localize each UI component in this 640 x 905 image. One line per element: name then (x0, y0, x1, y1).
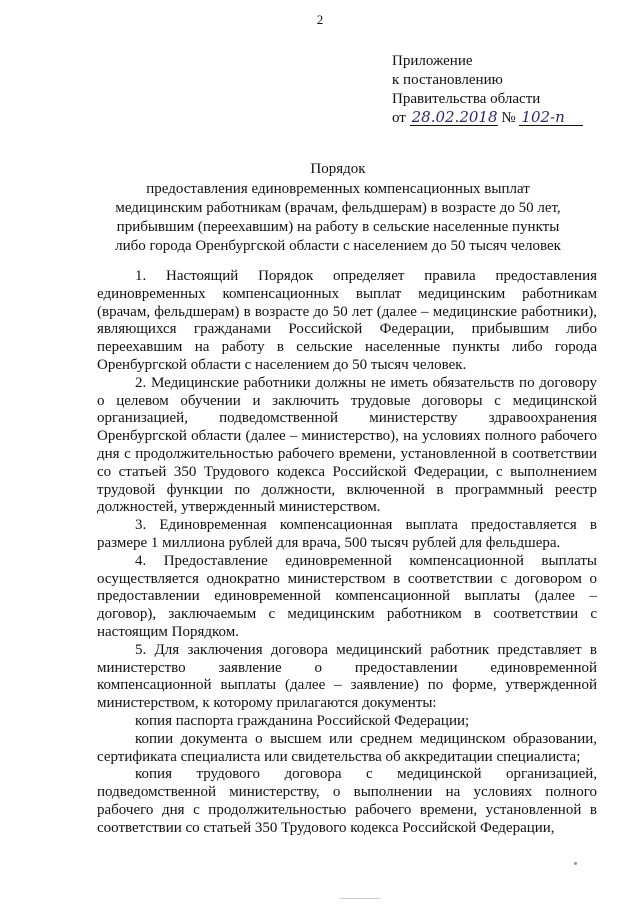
title-line: предоставления единовременных компенсационных выплат (146, 181, 530, 197)
document-title (100, 160, 576, 256)
paragraph: 2. Медицинские работники должны не иметь обязательств по договору о целевом обучении и заключить трудовые договоры с медицинской организацией, подведомственной министерству здравоохранения Оренбургской области (далее – министерство), на условиях полного рабочего дня с продолжительностью рабочего времени, установленной в соответствии со статьей 350 Трудового кодекса Российской Федерации, с выполнением трудовой функции по должности, включенной в программный реестр должностей, утвержденный министерством. (97, 374, 597, 516)
title-line: прибывшим (переехавшим) на работу в сельские населенные пункты (116, 219, 560, 235)
scan-speck (574, 862, 577, 865)
document-body (97, 268, 597, 838)
title-line: медицинским работникам (врачам, фельдшерам) в возрасте до 50 лет, (115, 200, 561, 216)
title-heading: Порядок (310, 161, 366, 177)
paragraph: 3. Единовременная компенсационная выплата предоставляется в размере 1 миллиона рублей для врача, 500 тысяч рублей для фельдшера. (97, 517, 597, 551)
appendix-line-2: к постановлению (392, 72, 503, 88)
number-label: № (501, 110, 516, 126)
title-line: либо города Оренбургской области с населением до 50 тысяч человек (115, 238, 561, 254)
appendix-line-1: Приложение (392, 53, 473, 69)
list-item: копия паспорта гражданина Российской Федерации; (135, 712, 470, 729)
paragraph: 1. Настоящий Порядок определяет правила предоставления единовременных компенсационных выплат медицинским работникам (врачам, фельдшерам) в возрасте до 50 лет (далее – медицинские работники), являющихся гражданами Российской Федерации, прибывшим либо переехавшим на работу в сельские населенные пункты либо города Оренбургской области с населением до 50 тысяч человек. (97, 268, 597, 373)
handwritten-date: 28.02.2018 (411, 108, 498, 126)
from-label: от (392, 110, 406, 126)
appendix-date-line (392, 109, 583, 128)
appendix-line-3: Правительства области (392, 91, 541, 107)
paragraph: 5. Для заключения договора медицинский работник представляет в министерство заявление о предоставлении единовременной компенсационной выплаты (далее – заявление) по форме, утвержденной министерством, к которому прилагаются документы: (97, 641, 597, 712)
paragraph: 4. Предоставление единовременной компенсационной выплаты осуществляется однократно министерством в соответствии с договором о предоставлении единовременной компенсационной выплаты (далее – договор), заключаемым с медицинским работником в соответствии с настоящим Порядком. (97, 552, 597, 640)
list-item: копия трудового договора с медицинской организацией, подведомственной министерству, о выполнении на условиях полного рабочего дня с продолжительностью рабочего времени, установленной в соответствии со статьей 350 Трудового кодекса Российской Федерации, (97, 766, 597, 836)
handwritten-number: 102-п (519, 109, 583, 126)
scan-edge (340, 898, 380, 899)
list-item: копии документа о высшем или среднем медицинском образовании, сертификата специалиста или свидетельства об аккредитации специалиста; (97, 730, 597, 765)
page-number: 2 (316, 12, 324, 27)
appendix-block (392, 52, 583, 128)
